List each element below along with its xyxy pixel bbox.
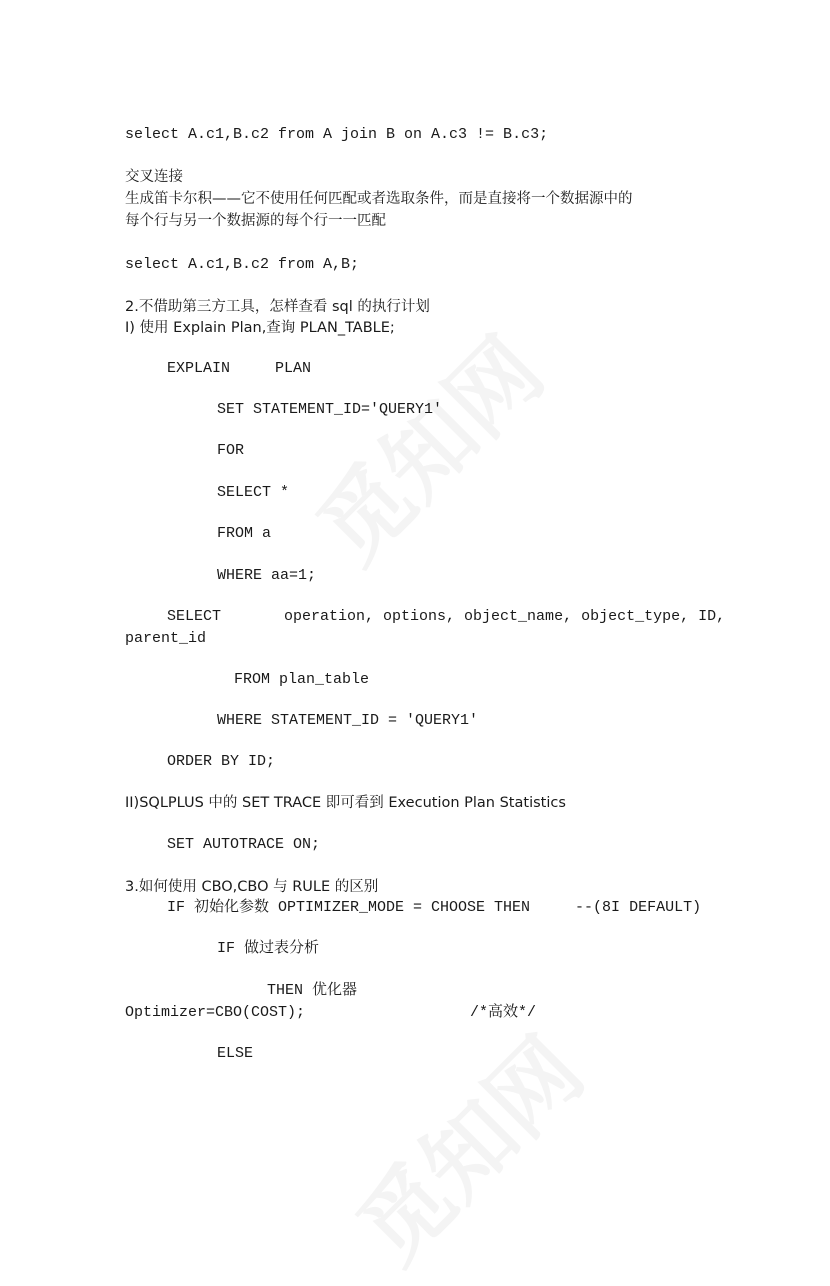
code-then-optimizer: THEN 优化器: [267, 982, 358, 999]
paragraph-cartesian-2: 每个行与另一个数据源的每个行一一匹配: [125, 213, 386, 229]
heading-execution-plan: 2.不借助第三方工具，怎样查看 sql 的执行计划: [125, 299, 430, 315]
code-set-statement-id: SET STATEMENT_ID='QUERY1': [217, 401, 443, 418]
code-from-plan-table: FROM plan_table: [234, 671, 370, 688]
item-sqlplus-trace: II)SQLPLUS 中的 SET TRACE 即可看到 Execution Plan Statistics: [125, 795, 566, 811]
code-line-cross-join: select A.c1,B.c2 from A,B;: [125, 256, 360, 273]
code-where-aa: WHERE aa=1;: [217, 567, 317, 584]
code-order-by: ORDER BY ID;: [167, 753, 276, 770]
code-set-autotrace: SET AUTOTRACE ON;: [167, 836, 321, 853]
code-else: ELSE: [217, 1045, 254, 1062]
code-explain-plan: EXPLAIN PLAN: [167, 360, 312, 377]
paragraph-cartesian-1: 生成笛卡尔积——它不使用任何匹配或者选取条件，而是直接将一个数据源中的: [125, 191, 633, 207]
item-explain-plan: I) 使用 Explain Plan,查询 PLAN_TABLE;: [125, 320, 395, 336]
heading-cross-join: 交叉连接: [125, 169, 183, 185]
code-comment-efficient: /*高效*/: [470, 1004, 537, 1021]
code-select-operation: SELECT operation, options, object_name, object_type, ID,: [167, 608, 726, 625]
code-where-statement-id: WHERE STATEMENT_ID = 'QUERY1': [217, 712, 479, 729]
code-optimizer-cbo: Optimizer=CBO(COST);: [125, 1004, 306, 1021]
code-from-a: FROM a: [217, 525, 272, 542]
code-select-star: SELECT *: [217, 484, 290, 501]
heading-cbo: 3.如何使用 CBO,CBO 与 RULE 的区别: [125, 879, 379, 895]
code-if-analyzed: IF 做过表分析: [217, 940, 320, 957]
watermark-2: [324, 1004, 607, 1286]
code-if-optimizer-mode: IF 初始化参数 OPTIMIZER_MODE = CHOOSE THEN --(8I DEFAULT): [167, 899, 702, 916]
code-parent-id: parent_id: [125, 630, 207, 647]
watermark-1: [284, 304, 567, 587]
code-line-inner-join-noneq: select A.c1,B.c2 from A join B on A.c3 != B.c3;: [125, 126, 549, 143]
code-for: FOR: [217, 442, 245, 459]
